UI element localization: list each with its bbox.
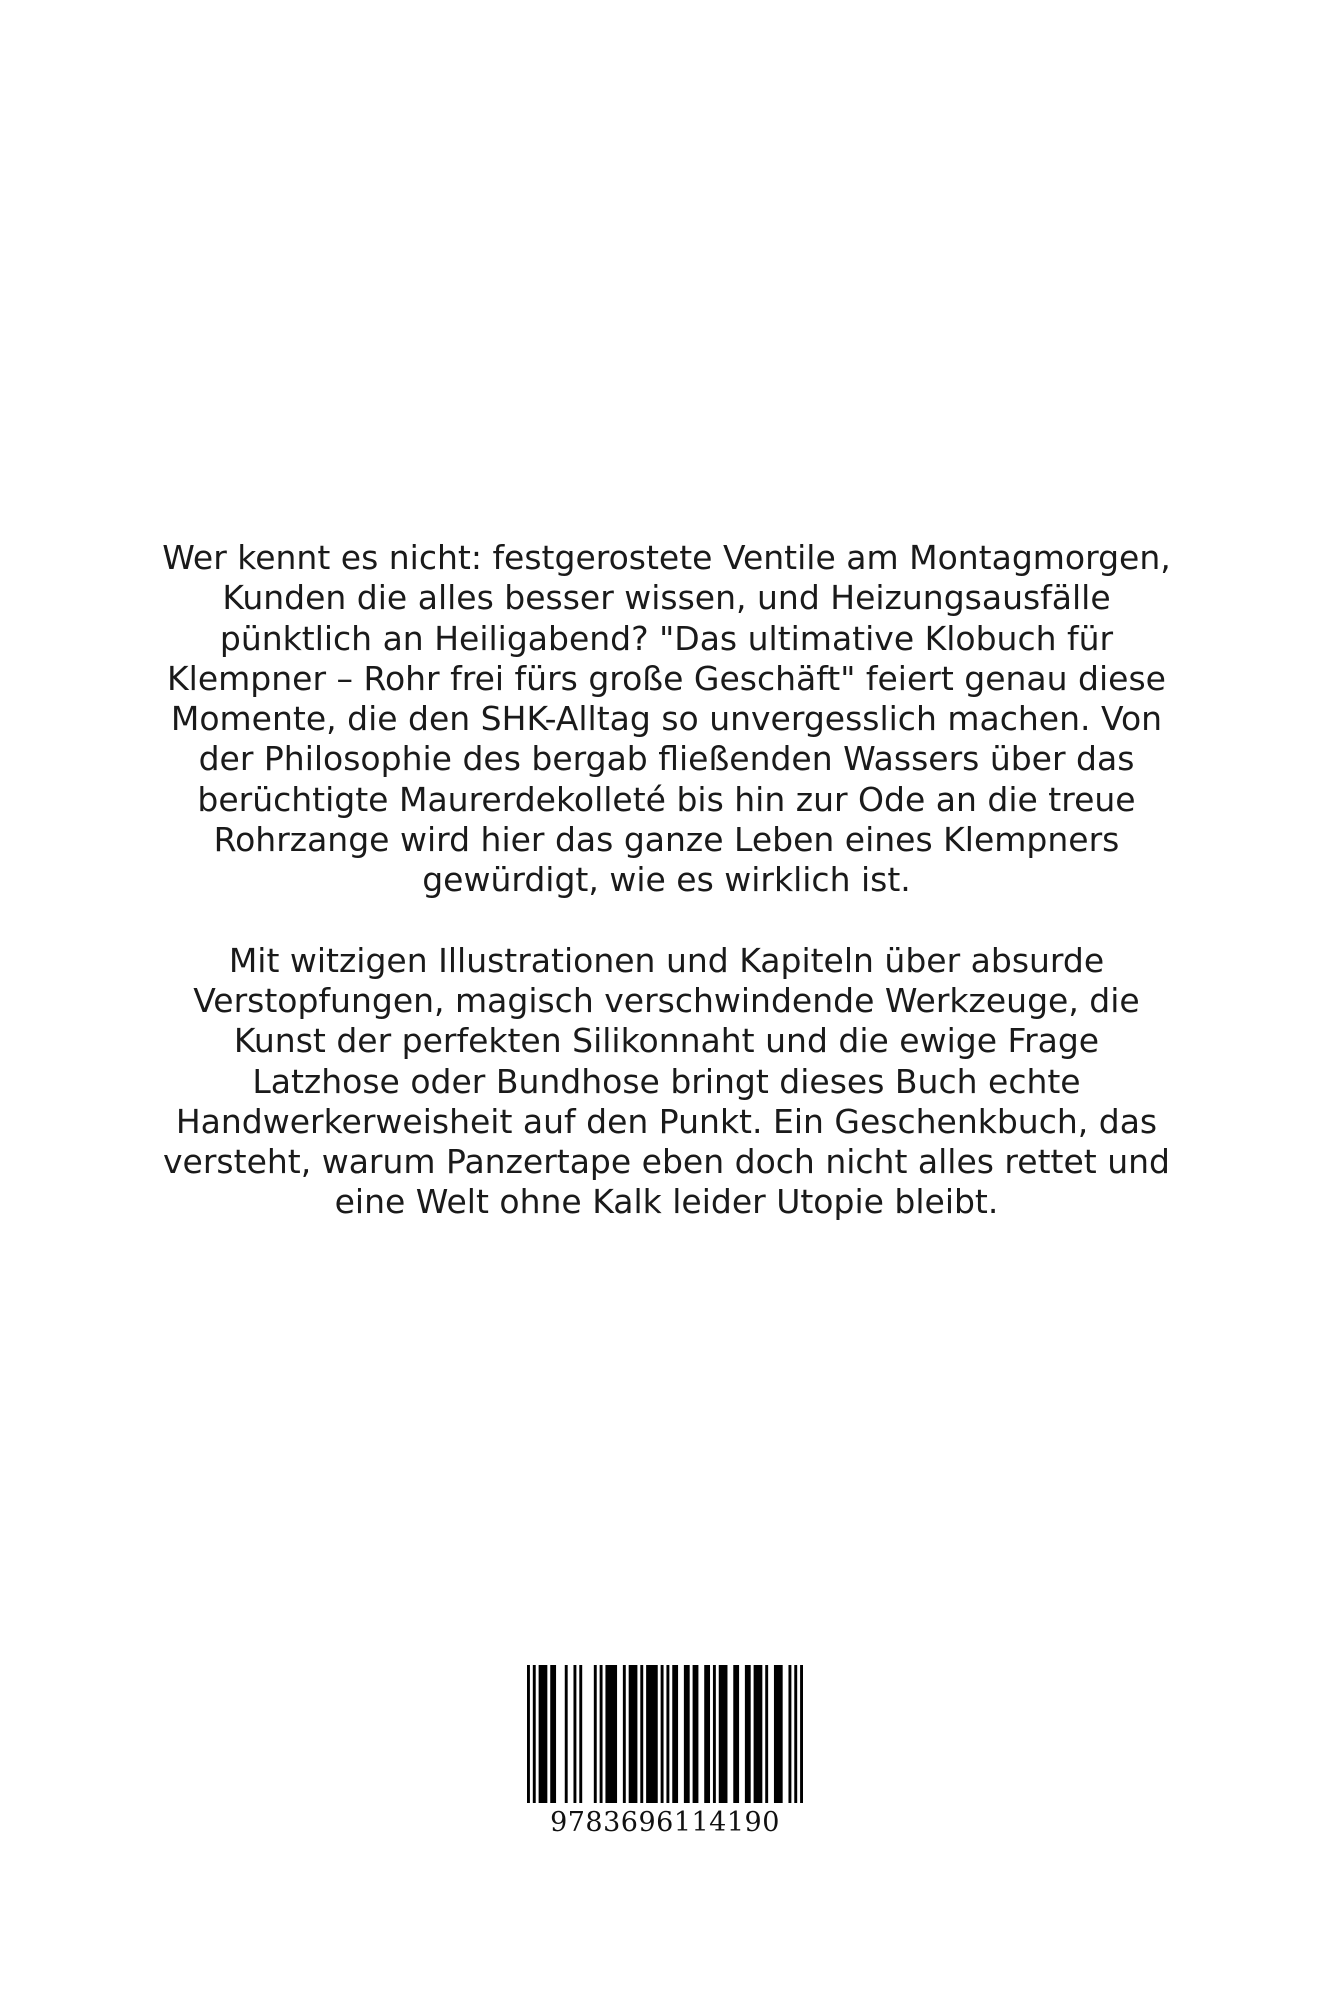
- barcode-bar: [605, 1665, 617, 1803]
- barcode-bar: [640, 1665, 643, 1803]
- barcode-bar: [788, 1665, 791, 1803]
- barcode-bar: [666, 1665, 669, 1803]
- barcode-bar: [672, 1665, 678, 1803]
- blurb-text: [160, 538, 1173, 1223]
- barcode-bar: [745, 1665, 751, 1803]
- barcode-bar: [527, 1665, 530, 1803]
- barcode-bar: [693, 1665, 699, 1803]
- barcode-bar: [579, 1665, 582, 1803]
- blurb-paragraph-2: Mit witzigen Illustrationen und Kapiteln über absurde Verstopfungen, magisch verschwindende Werkzeuge, die Kunst der perfekten Silikonnaht und die ewige Frage Latzhose oder Bundhose bringt dieses Buch echte Handwerkerweisheit auf den Punkt. Ein Geschenkbuch, das versteht, warum Panzertape eben doch nicht alles rettet und eine Welt ohne Kalk leider Utopie bleibt.: [163, 940, 1170, 1222]
- barcode-bar: [765, 1665, 768, 1803]
- barcode-bar: [733, 1665, 739, 1803]
- barcode-bar: [684, 1665, 690, 1803]
- barcode-bar: [713, 1665, 716, 1803]
- isbn-number: 9783696114190: [550, 1807, 780, 1838]
- barcode-bar: [629, 1665, 638, 1803]
- barcode-bar: [704, 1665, 710, 1803]
- barcode-bar: [800, 1665, 803, 1803]
- barcode-bars: [527, 1665, 803, 1803]
- barcode-bar: [623, 1665, 626, 1803]
- barcode-bar: [565, 1665, 568, 1803]
- barcode-bar: [533, 1665, 536, 1803]
- barcode-bar: [661, 1665, 664, 1803]
- barcode-bar: [774, 1665, 783, 1803]
- blurb-paragraph-1: Wer kennt es nicht: festgerostete Ventile am Montagmorgen, Kunden die alles besser wissen, und Heizungsausfälle pünktlich an Heiligabend? "Das ultimative Klobuch für Klempner – Rohr frei fürs große Geschäft" feiert genau diese Momente, die den SHK-Alltag so unvergesslich machen. Von der Philosophie des bergab fließenden Wassers über das berüchtigte Maurerdekolleté bis hin zur Ode an die treue Rohrzange wird hier das ganze Leben eines Klempners gewürdigt, wie es wirklich ist.: [162, 538, 1171, 900]
- barcode-bar: [754, 1665, 763, 1803]
- barcode-bar: [646, 1665, 658, 1803]
- barcode-bar: [594, 1665, 597, 1803]
- barcode-bar: [573, 1665, 576, 1803]
- barcode-bar: [719, 1665, 728, 1803]
- barcode-bar: [600, 1665, 603, 1803]
- barcode: [515, 1665, 815, 1841]
- barcode-bar: [550, 1665, 556, 1803]
- barcode-bar: [539, 1665, 548, 1803]
- barcode-bar: [794, 1665, 797, 1803]
